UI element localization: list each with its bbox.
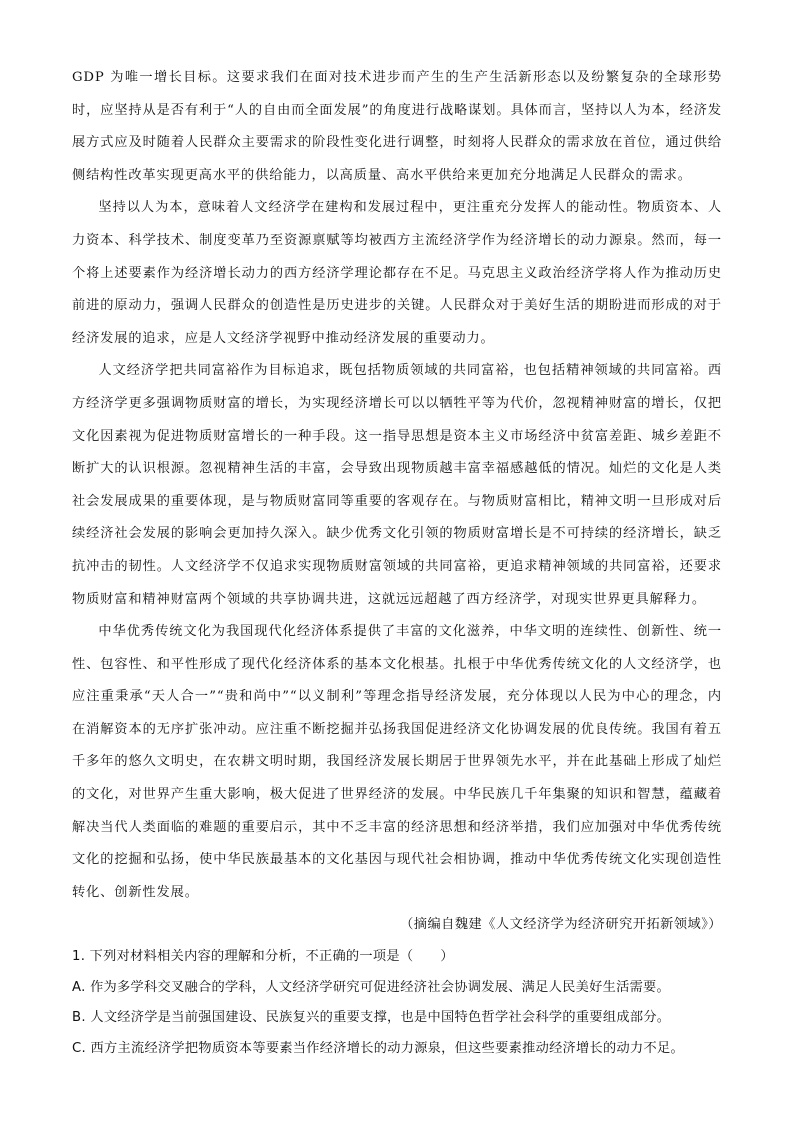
source-citation: （摘编自魏建《人文经济学为经济研究开拓新领域》） xyxy=(400,917,722,933)
paragraph-2: 坚持以人为本，意味着人文经济学在建构和发展过程中，更注重充分发挥人的能动性。物质资本、人力资本、科学技术、制度变革乃至资源禀赋等均被西方主流经济学作为经济增长的动力源泉。然而，每一个将上述要素作为经济增长动力的西方经济学理论都存在不足。马克思主义政治经济学将人作为推动历史前进的原动力，强调人民群众的创造性是历史进步的关键。人民群众对于美好生活的期盼进而形成的对于经济发展的追求，应是人文经济学视野中推动经济发展的重要动力。 xyxy=(72,200,722,346)
option-c: C. 西方主流经济学把物质资本等要素当作经济增长的动力源泉，但这些要素推动经济增长的动力不足。 xyxy=(72,1040,684,1056)
paragraph-3: 人文经济学把共同富裕作为目标追求，既包括物质领域的共同富裕，也包括精神领域的共同富裕。西方经济学更多强调物质财富的增长，为实现经济增长可以以牺牲平等为代价，忽视精神财富的增长，仅把文化因素视为促进物质财富增长的一种手段。这一指导思想是资本主义市场经济中贫富差距、城乡差距不断扩大的认识根源。忽视精神生活的丰富，会导致出现物质越丰富幸福感越低的情况。灿烂的文化是人类社会发展成果的重要体现，是与物质财富同等重要的客观存在。与物质财富相比，精神文明一旦形成对后续经济社会发展的影响会更加持久深入。缺少优秀文化引领的物质财富增长是不可持续的经济增长，缺乏抗冲击的韧性。人文经济学不仅追求实现物质财富领域的共同富裕，更追求精神领域的共同富裕，还要求物质财富和精神财富两个领域的共享协调共进，这就远远超越了西方经济学，对现实世界更具解释力。 xyxy=(72,363,722,607)
paragraph-1: GDP 为唯一增长目标。这要求我们在面对技术进步而产生的生产生活新形态以及纷繁复杂的全球形势时，应坚持从是否有利于“人的自由而全面发展”的角度进行战略谋划。具体而言，坚持以人为本，经济发展方式应及时随着人民群众主要需求的阶段性变化进行调整，时刻将人民群众的需求放在首位，通过供给侧结构性改革实现更高水平的供给能力，以高质量、高水平供给来更加充分地满足人民群众的需求。 xyxy=(72,70,722,183)
option-b: B. 人文经济学是当前强国建设、民族复兴的重要支撑，也是中国特色哲学社会科学的重要组成部分。 xyxy=(72,1010,671,1026)
paragraph-4: 中华优秀传统文化为我国现代化经济体系提供了丰富的文化滋养，中华文明的连续性、创新性、统一性、包容性、和平性形成了现代化经济体系的基本文化根基。扎根于中华优秀传统文化的人文经济学，也应注重秉承“天人合一”“贵和尚中”“以义制利”等理念指导经济发展，充分体现以人民为中心的理念，内在消解资本的无序扩张冲动。应注重不断挖掘并弘扬我国促进经济文化协调发展的优良传统。我国有着五千多年的悠久文明史，在农耕文明时期，我国经济发展长期居于世界领先水平，并在此基础上形成了灿烂的文化，对世界产生重大影响，极大促进了世界经济的发展。中华民族几千年集聚的知识和智慧，蕴藏着解决当代人类面临的难题的重要启示，其中不乏丰富的经济思想和经济举措，我们应加强对中华优秀传统文化的挖掘和弘扬，使中华民族最基本的文化基因与现代社会相协调，推动中华优秀传统文化实现创造性转化、创新性发展。 xyxy=(72,624,722,900)
question-stem: 1. 下列对材料相关内容的理解和分析，不正确的一项是（ ） xyxy=(72,949,454,965)
option-a: A. 作为多学科交叉融合的学科，人文经济学研究可促进经济社会协调发展、满足人民美好生活需要。 xyxy=(72,979,671,995)
